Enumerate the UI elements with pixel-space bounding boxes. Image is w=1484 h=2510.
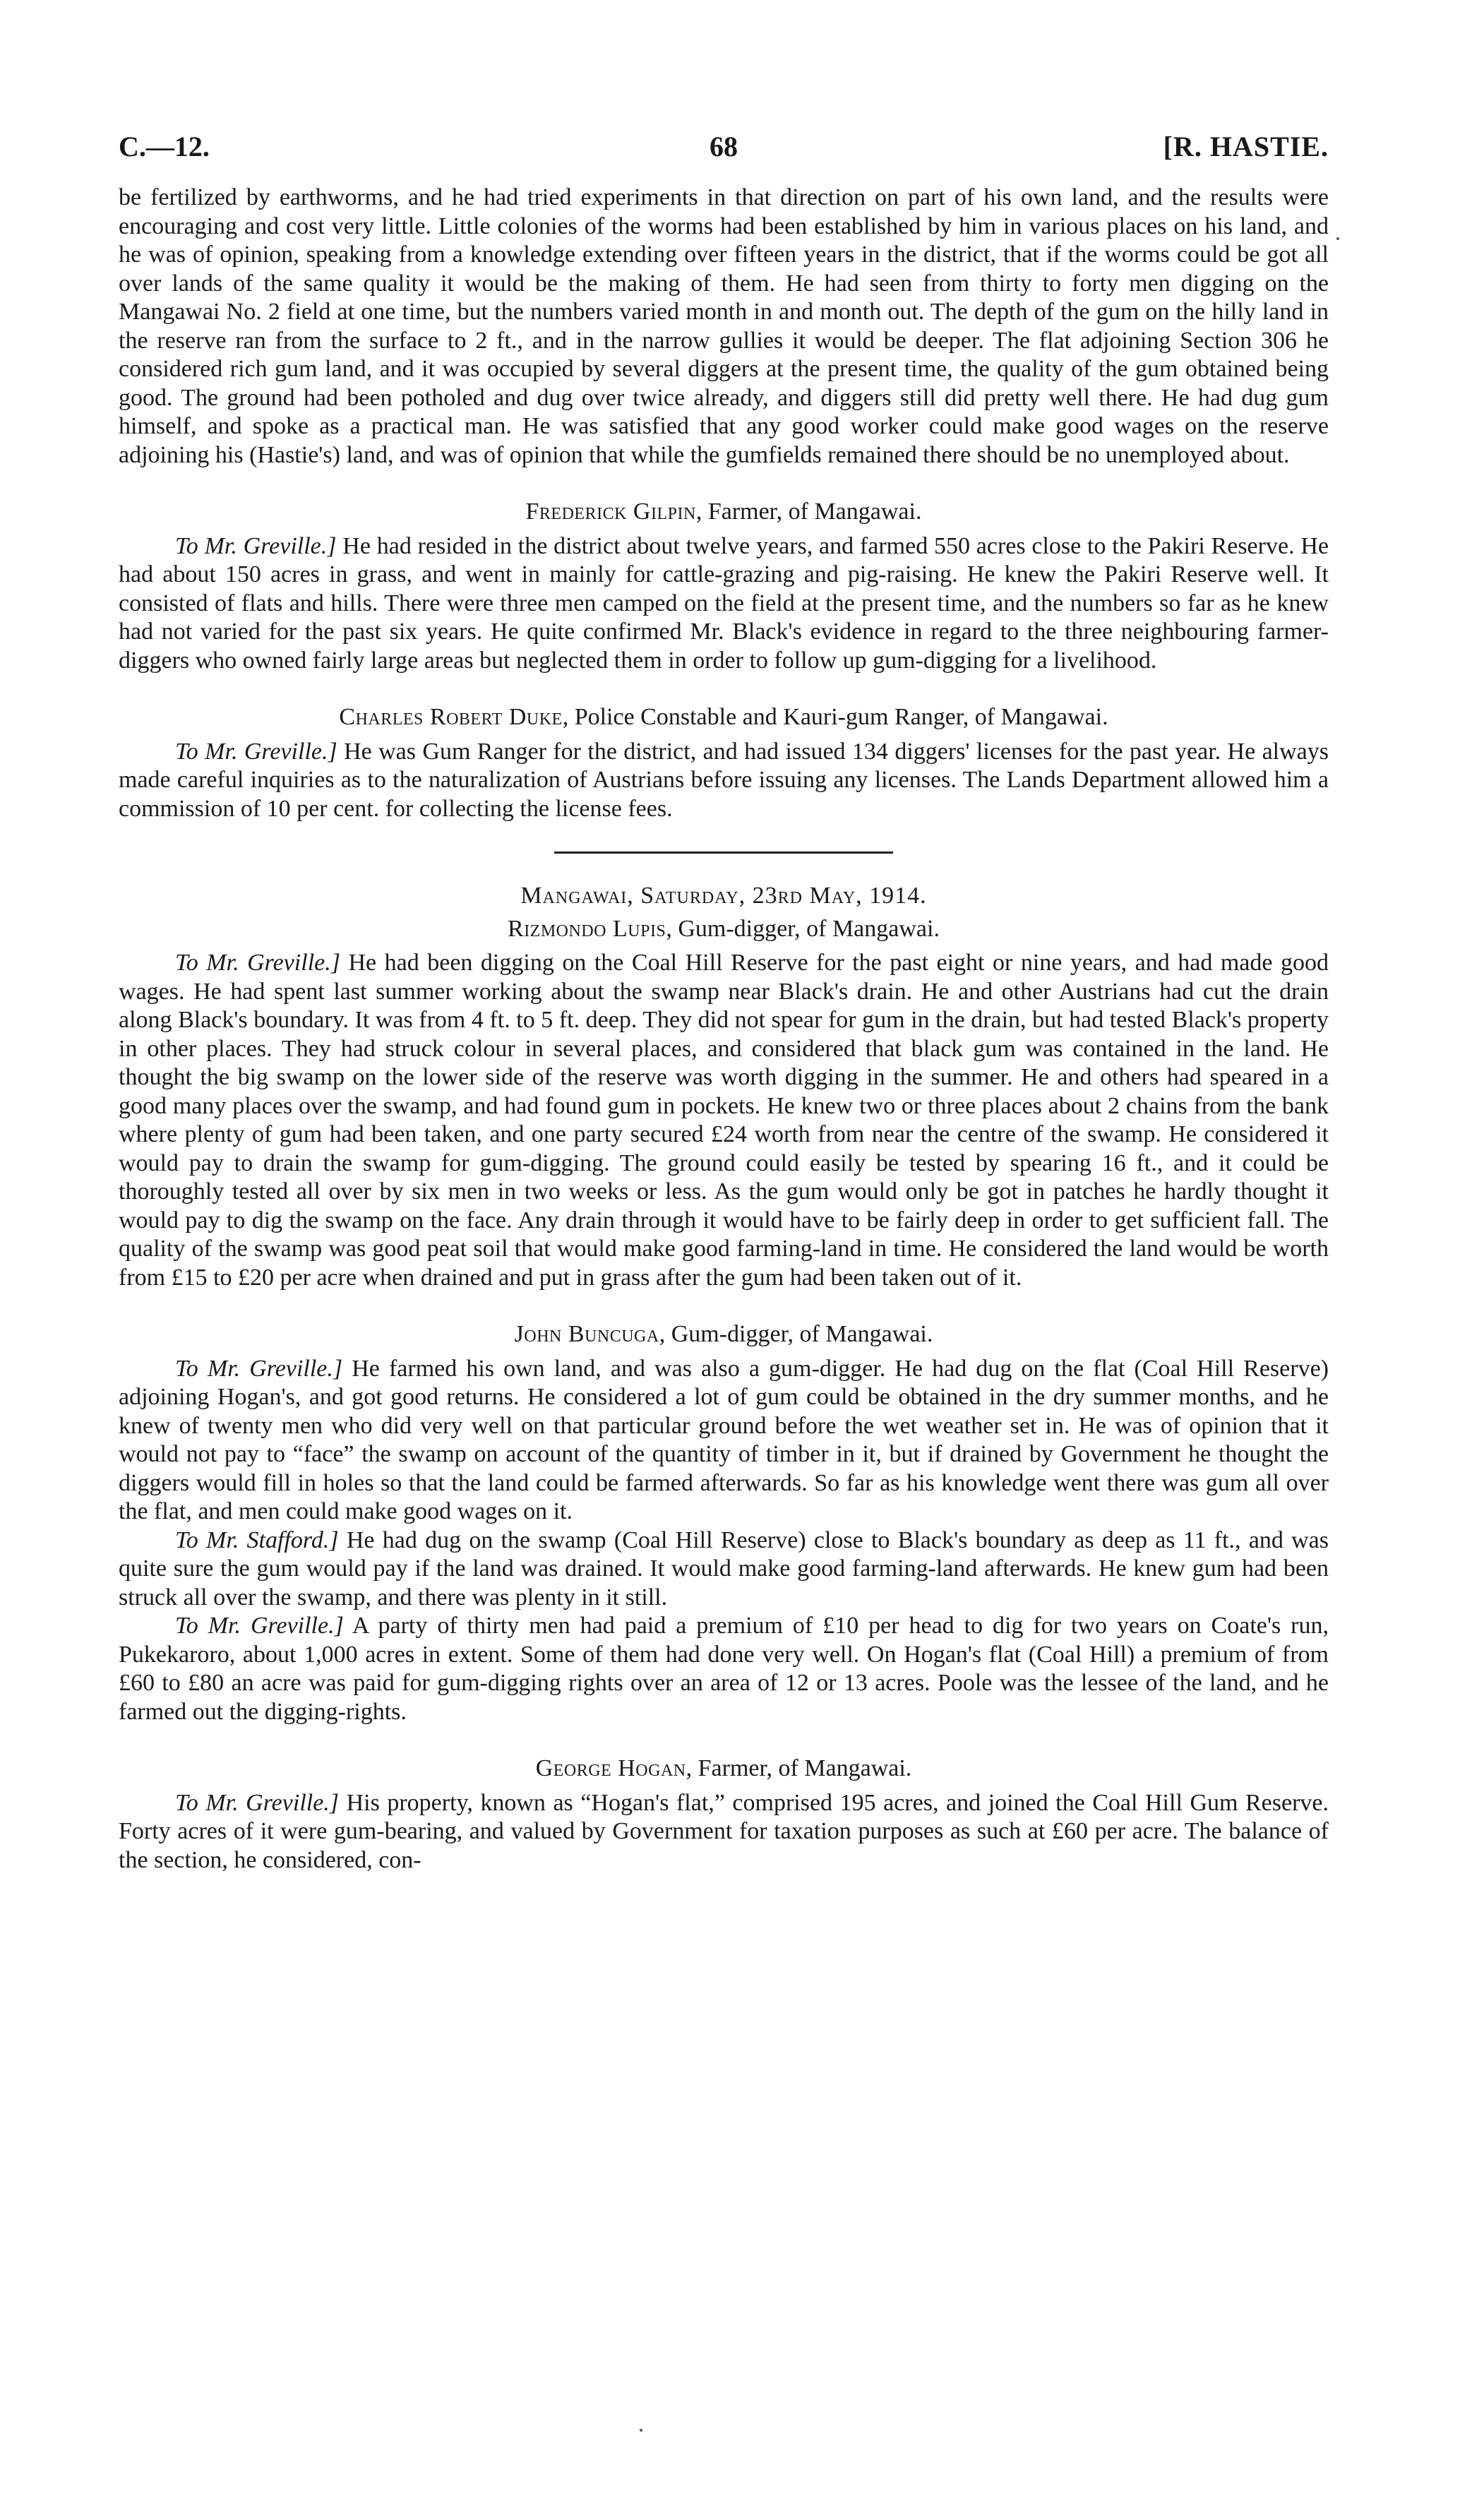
- page-number: 68: [710, 131, 738, 162]
- paper-reference: C.—12.: [119, 131, 210, 162]
- witness-description: , Gum-digger, of Mangawai.: [659, 1321, 933, 1347]
- testimony-text: A party of thirty men had paid a premium of £10 per head to dig for two years on Coate's run, Pukekaroro, about 1,000 acres in extent. Some of them had done very well. On Hogan's flat (Coal Hill) a premium of from £60 to £80 an acre was paid for gum-digging rights over an area of 12 or 13 acres. Poole was the lessee of the land, and he farmed out the digging-rights.: [119, 1613, 1329, 1725]
- witness-heading-hogan: [119, 1755, 1329, 1783]
- questioner: To Mr. Stafford.]: [175, 1526, 339, 1553]
- witness-description: , Farmer, of Mangawai.: [695, 498, 922, 525]
- testimony-buncuga-1: [119, 1355, 1329, 1526]
- witness-name: John Buncuga: [514, 1321, 659, 1347]
- running-head: [R. HASTIE.: [1163, 131, 1329, 162]
- witness-heading-buncuga: [119, 1320, 1329, 1349]
- witness-description: , Farmer, of Mangawai.: [686, 1755, 912, 1781]
- section-divider: [554, 851, 893, 854]
- questioner: To Mr. Greville.]: [175, 738, 337, 765]
- scan-speck: [1336, 237, 1339, 240]
- intro-paragraph: be fertilized by earthworms, and he had tried experiments in that direction on part of his own land, and the results were encouraging and cost very little. Little colonies of the worms had been established by him in various places on his land, and he was of opinion, speaking from a knowledge extending over fifteen years in the district, that if the worms could be got all over lands of the same quality it would be the making of them. He had seen from thirty to forty men digging on the Mangawai No. 2 field at one time, but the numbers varied month in and month out. The depth of the gum on the hilly land in the reserve ran from the surface to 2 ft., and in the narrow gullies it would be deeper. The flat adjoining Section 306 he considered rich gum land, and it was occupied by several diggers at the present time, the quality of the gum obtained being good. The ground had been potholed and dug over twice already, and diggers still did pretty well there. He had dug gum himself, and spoke as a practical man. He was satisfied that any good worker could make good wages on the reserve adjoining his (Hastie's) land, and was of opinion that while the gumfields remained there should be no unemployed about.: [119, 184, 1329, 468]
- testimony-hogan: [119, 1789, 1329, 1875]
- document-page: [119, 127, 1329, 1875]
- witness-name: Charles Robert Duke: [339, 704, 563, 730]
- questioner: To Mr. Greville.]: [175, 532, 337, 559]
- testimony-text: He had been digging on the Coal Hill Reserve for the past eight or nine years, and had made good wages. He had spent last summer working about the swamp near Black's drain. He and other Austrians had cut the drain along Black's boundary. It was from 4 ft. to 5 ft. deep. They did not spear for gum in the drain, but had tested Black's property in other places. They had struck colour in several places, and considered that black gum was contained in the land. He thought the big swamp on the lower side of the reserve was worth digging in the summer. He and others had speared in a good many places over the swamp, and had found gum in pockets. He knew two or three places about 2 chains from the bank where plenty of gum had been taken, and one party secured £24 worth from near the centre of the swamp. He considered it would pay to drain the swamp for gum-digging. The ground could easily be tested by spearing 16 ft., and it could be thoroughly tested all over by six men in two weeks or less. As the gum would only be got in patches he hardly thought it would pay to dig the swamp on the face. Any drain through it would have to be fairly deep in order to get sufficient fall. The quality of the swamp was good peat soil that would make good farming-land in time. He considered the land would be worth from £15 to £20 per acre when drained and put in grass after the gum had been taken out of it.: [119, 950, 1329, 1291]
- testimony-text: He farmed his own land, and was also a gum-digger. He had dug on the flat (Coal Hill Reserve) adjoining Hogan's, and got good returns. He considered a lot of gum could be obtained in the dry summer months, and he knew of twenty men who did very well on that particular ground before the wet weather set in. He was of opinion that it would not pay to “face” the swamp on account of the quantity of timber in it, but if drained by Government he thought the diggers would fill in holes so that the land could be farmed afterwards. So far as his knowledge went there was gum all over the flat, and men could make good wages on it.: [119, 1355, 1329, 1524]
- testimony-text: His property, known as “Hogan's flat,” comprised 195 acres, and joined the Coal Hill Gum Reserve. Forty acres of it were gum-bearing, and valued by Government for taxation purposes as such at £60 per acre. The balance of the section, he considered, con-: [119, 1789, 1329, 1873]
- questioner: To Mr. Greville.]: [175, 950, 340, 976]
- testimony-lupis: [119, 949, 1329, 1292]
- questioner: To Mr. Greville.]: [175, 1789, 340, 1816]
- witness-heading-lupis: [119, 915, 1329, 944]
- witness-heading-gilpin: [119, 498, 1329, 527]
- witness-heading-duke: [119, 703, 1329, 732]
- testimony-text: He was Gum Ranger for the district, and had issued 134 diggers' licenses for the past year. He always made careful inquiries as to the naturalization of Austrians before issuing any licenses. The Lands Department allowed him a commission of 10 per cent. for collecting the license fees.: [119, 738, 1329, 822]
- testimony-text: He had dug on the swamp (Coal Hill Reserve) close to Black's boundary as deep as 11 ft., and was quite sure the gum would pay if the land was drained. It would make good farming-land afterwards. He knew gum had been struck all over the swamp, and there was plenty in it still.: [119, 1526, 1329, 1610]
- testimony-buncuga-3: [119, 1612, 1329, 1726]
- testimony-text: He had resided in the district about twelve years, and farmed 550 acres close to the Pakiri Reserve. He had about 150 acres in grass, and went in mainly for cattle-grazing and pig-raising. He knew the Pakiri Reserve well. It consisted of flats and hills. There were three men camped on the field at the present time, and the numbers so far as he knew had not varied for the past six years. He quite confirmed Mr. Black's evidence in regard to the three neighbouring farmer-diggers who owned fairly large areas but neglected them in order to follow up gum-digging for a livelihood.: [119, 532, 1329, 674]
- sitting-dateline: Mangawai, Saturday, 23rd May, 1914.: [520, 883, 927, 909]
- scan-speck: [640, 2429, 642, 2432]
- testimony-duke: [119, 738, 1329, 824]
- witness-description: , Gum-digger, of Mangawai.: [666, 915, 940, 942]
- witness-name: Rizmondo Lupis: [508, 915, 666, 942]
- questioner: To Mr. Greville.]: [175, 1613, 344, 1639]
- questioner: To Mr. Greville.]: [175, 1355, 343, 1382]
- witness-name: Frederick Gilpin: [525, 498, 696, 525]
- witness-description: , Police Constable and Kauri-gum Ranger, of Mangawai.: [562, 704, 1108, 730]
- testimony-gilpin: [119, 532, 1329, 676]
- page-header: [119, 127, 1329, 184]
- witness-name: George Hogan: [535, 1755, 686, 1781]
- testimony-buncuga-2: [119, 1526, 1329, 1613]
